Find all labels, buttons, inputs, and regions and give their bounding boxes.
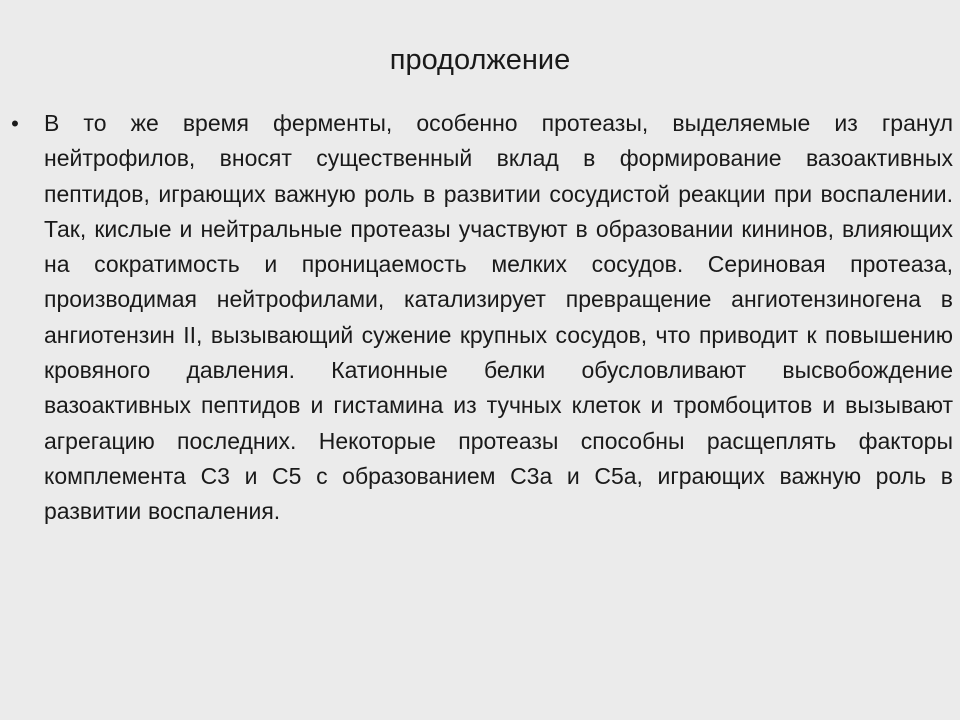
bullet-icon: • (11, 111, 19, 136)
bullet-paragraph: В то же время ферменты, особенно протеазы, выделяемые из гранул нейтрофилов, вносят существенный вклад в формирование вазоактивных пептидов, играющих важную роль в развитии сосудистой реакции при воспалении. Так, кислые и нейтральные протеазы участвуют в образовании кининов, влияющих на сократимость и проницаемость мелких сосудов. Сериновая протеаза, производимая нейтрофилами, катализирует превращение ангиотензиногена в ангиотензин II, вызывающий сужение крупных сосудов, что приводит к повышению кровяного давления. Катионные белки обусловливают высвобождение вазоактивных пептидов и гистамина из тучных клеток и тромбоцитов и вызывают агрегацию последних. Некоторые протеазы способны расщеплять факторы комплемента С3 и С5 с образованием С3а и С5а, играющих важную роль в развитии воспаления. (44, 110, 953, 525)
bullet-item (8, 106, 953, 626)
slide-title: продолжение (389, 44, 571, 76)
